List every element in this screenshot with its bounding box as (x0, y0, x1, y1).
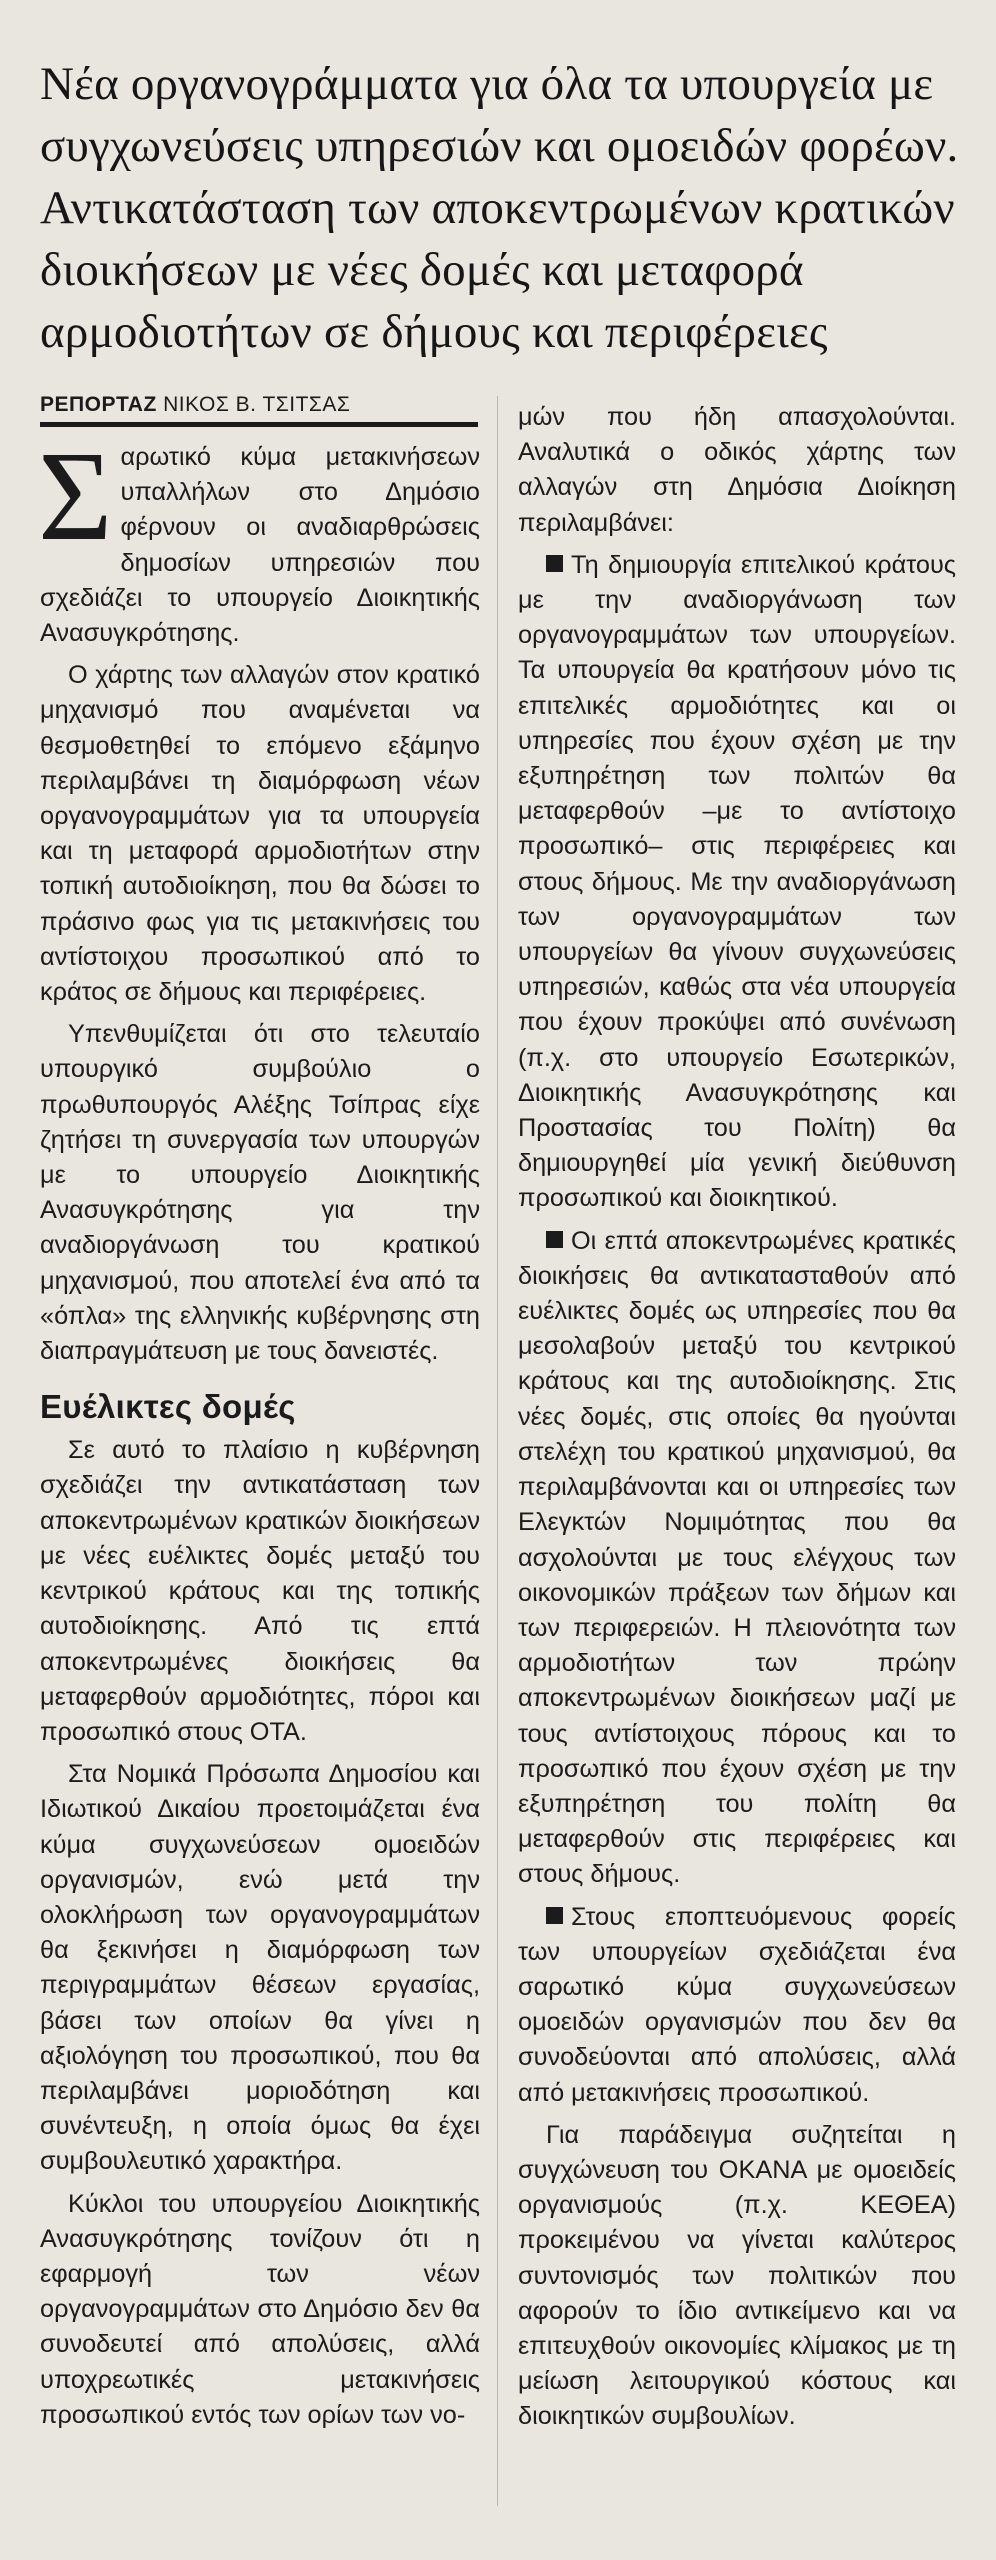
bullet-paragraph-1 (518, 548, 956, 1217)
bullet-paragraph-2 (518, 1224, 956, 1893)
byline-tag: ΡΕΠΟΡΤΑΖ (40, 393, 157, 416)
column-divider (497, 396, 498, 2506)
paragraph-5: Στα Νομικά Πρόσωπα Δημοσίου και Ιδιωτικού Δικαίου προετοιμάζεται ένα κύμα συγχωνεύσεων ομοειδών οργανισμών, ενώ μετά την ολοκλήρωση των οργανογραμμάτων θα ξεκινήσει η διαμόρφωση των περιγραμμάτων θέσεων εργασίας, βάσει των οποίων θα γίνει η αξιολόγηση του προσωπικού, που θα περιλαμβάνει μοριοδότηση και συνέντευξη, η οποία όμως θα έχει συμβουλευτικό χαρακτήρα. (40, 1760, 480, 2176)
paragraph-6: Κύκλοι του υπουργείου Διοικητικής Ανασυγκρότησης τονίζουν ότι η εφαρμογή των νέων οργανογραμμάτων στο Δημόσιο δεν θα συνοδευτεί από απολύσεις, αλλά υποχρεωτικές μετακινήσεις προσωπικού εντός των ορίων των νο- (40, 2189, 480, 2429)
bullet-paragraph-3 (518, 1900, 956, 2111)
paragraph-1-text: αρωτικό κύμα μετακινήσεων υπαλλήλων στο Δημόσιο φέρνουν οι αναδιαρθρώσεις δημοσίων υπηρεσιών που σχεδιάζει το υπουργείο Διοικητικής Ανασυγκρότησης. (40, 443, 480, 648)
paragraph-2: Ο χάρτης των αλλαγών στον κρατικό μηχανισμό που αναμένεται να θεσμοθετηθεί το επόμενο εξάμηνο περιλαμβάνει τη διαμόρφωση νέων οργανογραμμάτων για τα υπουργεία και τη μεταφορά αρμοδιοτήτων στην τοπική αυτοδιοίκηση, που θα δώσει το πράσινο φως για τις μετακινήσεις του αντίστοιχου προσωπικού από το κράτος σε δήμους και περιφέρειες. (40, 661, 480, 1007)
bullet-paragraph-3-text: Στους εποπτευόμενους φορείς των υπουργείων σχεδιάζεται ένα σαρωτικό κύμα συγχωνεύσεων ομοειδών οργανισμών που δεν θα συνοδεύονται από απολύσεις, αλλά από μετακινήσεις προσωπικού. (518, 1902, 956, 2107)
paragraph-4: Σε αυτό το πλαίσιο η κυβέρνηση σχεδιάζει την αντικατάσταση των αποκεντρωμένων κρατικών διοικήσεων με νέες ευέλικτες δομές μεταξύ του κεντρικού κράτους και της τοπικής αυτοδιοίκησης. Από τις επτά αποκεντρωμένες διοικήσεις θα μεταφερθούν αρμοδιότητες, πόροι και προσωπικό στους ΟΤΑ. (40, 1436, 480, 1746)
byline-author: ΝΙΚΟΣ Β. ΤΣΙΤΣΑΣ (163, 393, 351, 416)
square-bullet-icon (546, 1231, 563, 1248)
square-bullet-icon (546, 555, 563, 572)
subheading: Ευέλικτες δομές (40, 1388, 296, 1426)
drop-cap: Σ (38, 425, 113, 567)
article-column-right (518, 400, 956, 2442)
bullet-paragraph-1-text: Τη δημιουργία επιτελικού κράτους με την αναδιοργάνωση των οργανογραμμάτων των υπουργείων. Τα υπουργεία θα κρατήσουν μόνο τις επιτελικές αρμοδιότητες και οι υπηρεσίες που έχουν σχέση με την εξυπηρέτηση των πολιτών θα μεταφερθούν –με το αντίστοιχο προσωπικό– στις περιφέρειες και στους δήμους. Με την αναδιοργάνωση των οργανογραμμάτων των υπουργείων θα γίνουν συγχωνεύσεις υπηρεσιών, καθώς στα νέα υπουργεία που έχουν προκύψει από συνένωση (π.χ. στο υπουργείο Εσωτερικών, Διοικητικής Ανασυγκρότησης και Προστασίας του Πολίτη) θα δημιουργηθεί μία γενική διεύθυνση προσωπικού και διοικητικού. (518, 550, 956, 1213)
bullet-paragraph-2-text: Οι επτά αποκεντρωμένες κρατικές διοικήσεις θα αντικατασταθούν από ευέλικτες δομές ως υπηρεσίες που θα μεσολαβούν μεταξύ του κεντρικού κράτους και της αυτοδιοίκησης. Στις νέες δομές, στις οποίες θα ηγούνται στελέχη του κρατικού μηχανισμού, θα περιλαμβάνονται και οι υπηρεσίες των Ελεγκτών Νομιμότητας που θα ασχολούνται με τους ελέγχους των οικονομικών πράξεων των δήμων και των περιφερειών. Η πλειονότητα των αρμοδιοτήτων των πρώην αποκεντρωμένων διοικήσεων μαζί με τους αντίστοιχους πόρους και το προσωπικό που έχουν σχέση με την εξυπηρέτηση του πολίτη θα μεταφερθούν στις περιφέρειες και στους δήμους. (518, 1226, 956, 1889)
paragraph-1 (38, 425, 480, 651)
byline (40, 393, 478, 427)
headline: Νέα οργανογράμματα για όλα τα υπουργεία με συγχωνεύσεις υπηρεσιών και ομοειδών φορέων. Αντικατάσταση των αποκεντρωμένων κρατικών διοικήσεων με νέες δομές και μεταφορά αρμοδιοτήτων σε δήμους και περιφέρειες (40, 58, 959, 359)
paragraph-8: Για παράδειγμα συζητείται η συγχώνευση του ΟΚΑΝΑ με ομοειδείς οργανισμούς (π.χ. ΚΕΘΕΑ) προκειμένου να γίνεται καλύτερος συντονισμός των πολιτικών που αφορούν το ίδιο αντικείμενο και να επιτευχθούν οικονομίες κλίμακος με τη μείωση λειτουργικού κόστους και διοικητικών συμβουλίων. (518, 2120, 956, 2431)
paragraph-3: Υπενθυμίζεται ότι στο τελευταίο υπουργικό συμβούλιο ο πρωθυπουργός Αλέξης Τσίπρας είχε ζητήσει τη συνεργασία των υπουργών με το υπουργείο Διοικητικής Ανασυγκρότησης για την αναδιοργάνωση του κρατικού μηχανισμού, που αποτελεί ένα από τα «όπλα» της ελληνικής κυβέρνησης στη διαπραγμάτευση με τους δανειστές. (40, 1020, 480, 1366)
article-column-left (38, 425, 480, 2440)
square-bullet-icon (546, 1907, 563, 1924)
paragraph-7: μών που ήδη απασχολούνται. Αναλυτικά ο οδικός χάρτης των αλλαγών στη Δημόσια Διοίκηση περιλαμβάνει: (518, 403, 956, 537)
